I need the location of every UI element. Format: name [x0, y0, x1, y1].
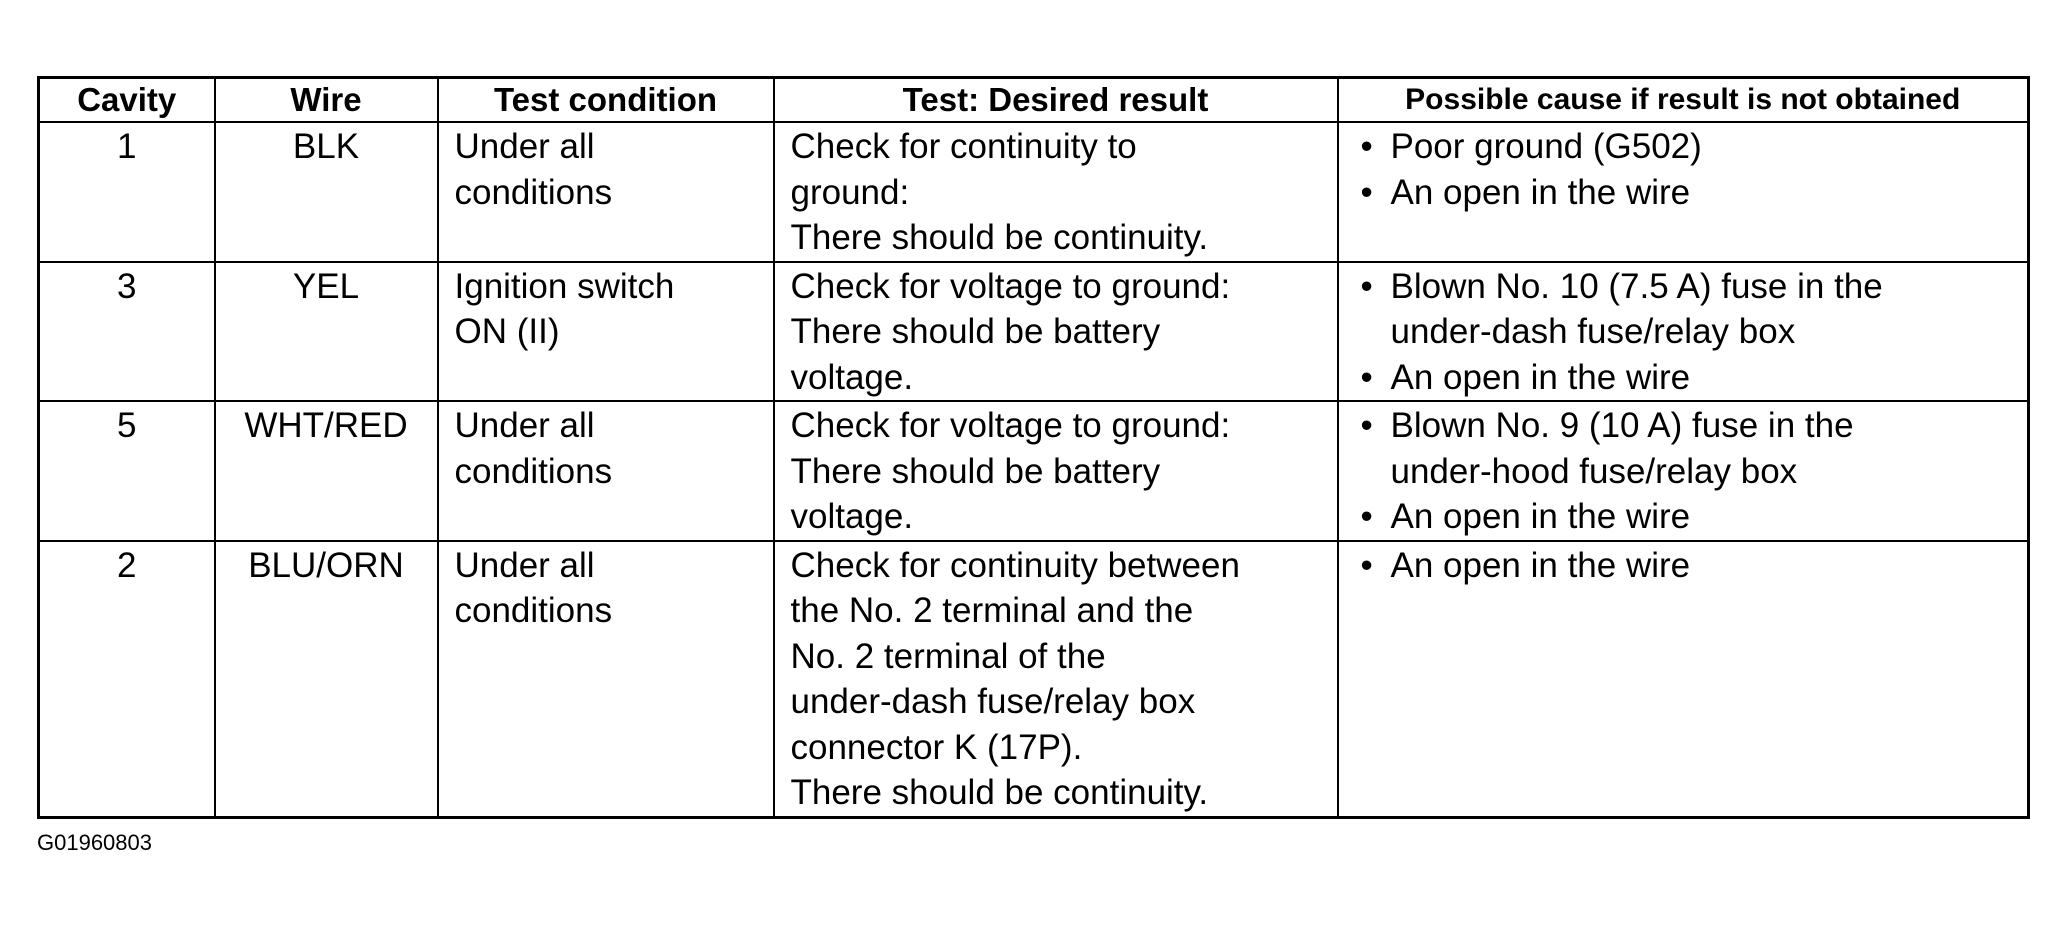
- wire-color: BLU/ORN: [248, 545, 404, 585]
- result-line: There should be continuity.: [790, 773, 1209, 812]
- table-row: [39, 541, 2029, 818]
- cause-line: Poor ground (G502): [1390, 127, 1702, 166]
- cavity-number: 3: [117, 266, 137, 306]
- result-line: voltage.: [790, 357, 914, 397]
- bullet-icon: •: [1360, 406, 1373, 445]
- cause-line: under-hood fuse/relay box: [1390, 451, 1798, 491]
- cause-line: Blown No. 10 (7.5 A) fuse in the: [1390, 266, 1883, 306]
- result-line: Check for continuity between: [790, 545, 1240, 585]
- wire-cell: [215, 122, 438, 262]
- header-cavity: Cavity: [39, 78, 215, 123]
- cause-item: [1361, 494, 2016, 540]
- cause-line: An open in the wire: [1390, 545, 1691, 585]
- bullet-icon: •: [1360, 497, 1373, 536]
- figure-code: G01960803: [37, 830, 152, 855]
- cause-cell: [1338, 122, 2029, 262]
- wire-cell: [215, 541, 438, 818]
- header-test-condition: Test condition: [438, 78, 774, 123]
- condition-line: ON (II): [454, 312, 560, 351]
- header-possible-cause: Possible cause if result is not obtained: [1338, 78, 2029, 123]
- cavity-cell: [39, 541, 215, 818]
- result-line: No. 2 terminal of the: [790, 636, 1106, 676]
- cause-line: under-dash fuse/relay box: [1390, 312, 1796, 351]
- result-line: voltage.: [790, 497, 914, 536]
- cause-item: [1361, 403, 2016, 494]
- cause-cell: [1338, 401, 2029, 541]
- cause-item: [1361, 124, 2016, 170]
- condition-cell: [438, 401, 774, 541]
- bullet-icon: •: [1360, 545, 1373, 585]
- result-line: ground:: [790, 172, 910, 212]
- condition-line: conditions: [454, 591, 613, 630]
- result-cell: [774, 401, 1338, 541]
- bullet-icon: •: [1360, 172, 1373, 212]
- cause-list: [1339, 123, 2028, 215]
- cause-line: An open in the wire: [1390, 172, 1691, 212]
- cause-item: [1361, 170, 2016, 216]
- cause-item: [1361, 264, 2016, 355]
- connector-test-table: [37, 76, 2030, 819]
- cause-line: Blown No. 9 (10 A) fuse in the: [1390, 406, 1854, 445]
- header-desired-result: Test: Desired result: [774, 78, 1338, 123]
- wire-color: YEL: [292, 266, 360, 306]
- wire-color: BLK: [292, 127, 360, 166]
- cavity-cell: [39, 262, 215, 402]
- cause-line: An open in the wire: [1390, 357, 1691, 397]
- condition-cell: [438, 262, 774, 402]
- result-line: the No. 2 terminal and the: [790, 591, 1194, 630]
- cavity-number: 1: [117, 127, 137, 166]
- result-line: Check for voltage to ground:: [790, 266, 1231, 306]
- bullet-icon: •: [1360, 127, 1373, 166]
- table-header-row: [39, 78, 2029, 123]
- result-line: There should be battery: [790, 451, 1161, 491]
- cause-cell: [1338, 262, 2029, 402]
- cause-list: [1339, 542, 2028, 589]
- condition-line: conditions: [454, 172, 613, 212]
- wire-color: WHT/RED: [244, 406, 408, 445]
- bullet-icon: •: [1360, 266, 1373, 306]
- bullet-icon: •: [1360, 357, 1373, 397]
- condition-line: Under all: [454, 406, 595, 445]
- wire-cell: [215, 401, 438, 541]
- table-row: [39, 122, 2029, 262]
- result-cell: [774, 262, 1338, 402]
- result-line: There should be continuity.: [790, 218, 1209, 257]
- condition-cell: [438, 122, 774, 262]
- result-line: Check for voltage to ground:: [790, 406, 1231, 445]
- result-line: There should be battery: [790, 312, 1161, 351]
- cause-list: [1339, 263, 2028, 401]
- condition-line: Under all: [454, 127, 595, 166]
- header-wire: Wire: [215, 78, 438, 123]
- cause-cell: [1338, 541, 2029, 818]
- condition-line: Under all: [454, 545, 595, 585]
- table-row: [39, 401, 2029, 541]
- condition-line: conditions: [454, 451, 613, 491]
- condition-cell: [438, 541, 774, 818]
- cause-item: [1361, 543, 2016, 589]
- result-line: connector K (17P).: [790, 727, 1083, 767]
- cause-list: [1339, 402, 2028, 540]
- wire-cell: [215, 262, 438, 402]
- result-line: Check for continuity to: [790, 127, 1137, 166]
- table-row: [39, 262, 2029, 402]
- result-line: under-dash fuse/relay box: [790, 682, 1196, 721]
- cause-item: [1361, 355, 2016, 401]
- cavity-number: 2: [117, 545, 137, 585]
- result-cell: [774, 541, 1338, 818]
- condition-line: Ignition switch: [454, 266, 675, 306]
- cause-line: An open in the wire: [1390, 497, 1691, 536]
- cavity-number: 5: [117, 406, 137, 445]
- cavity-cell: [39, 401, 215, 541]
- cavity-cell: [39, 122, 215, 262]
- result-cell: [774, 122, 1338, 262]
